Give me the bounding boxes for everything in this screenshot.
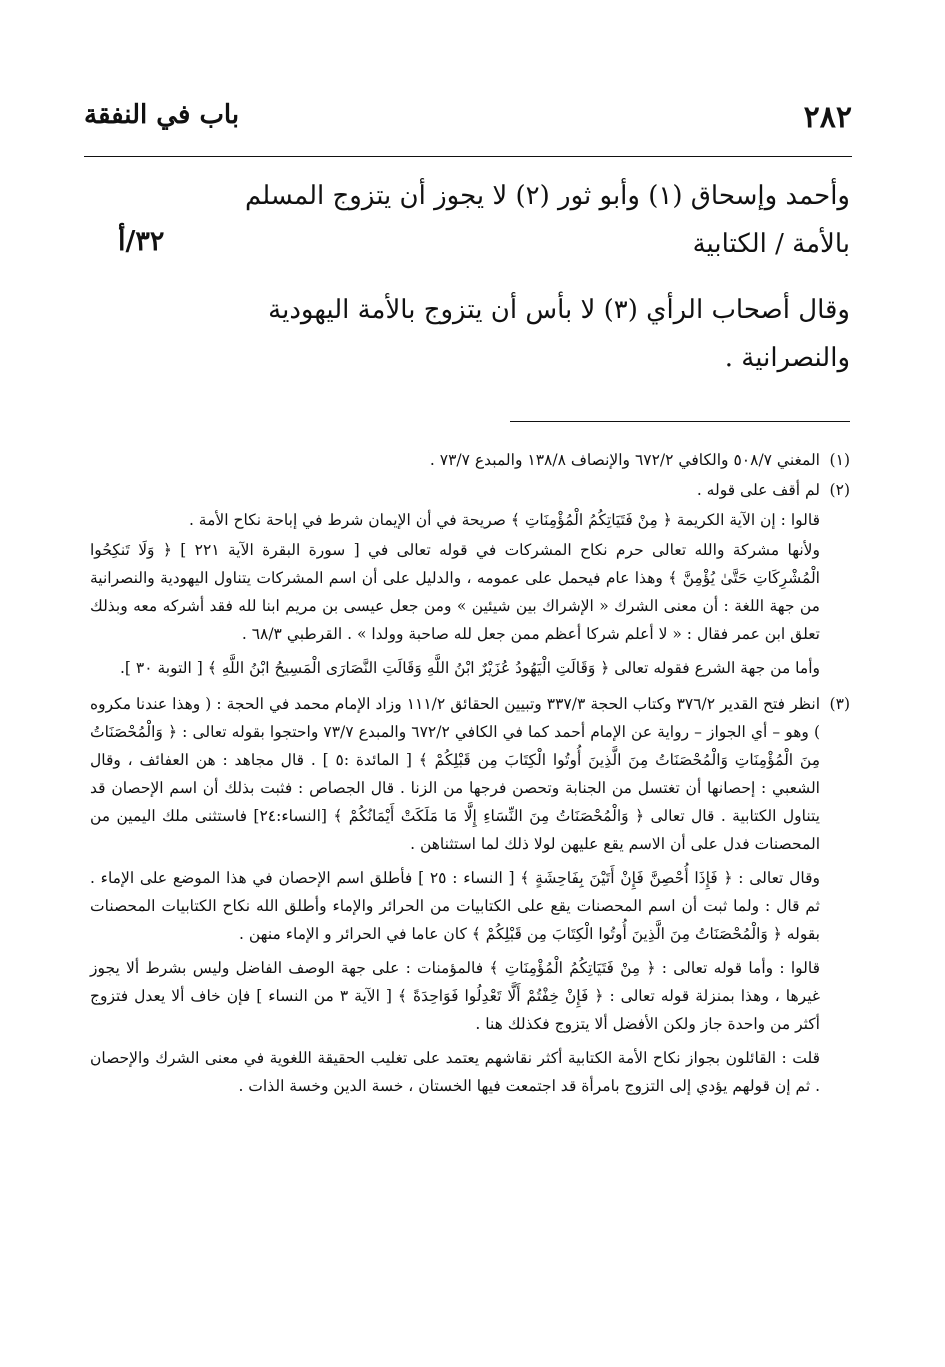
footnote-divider bbox=[510, 421, 850, 422]
main-line: وقال أصحاب الرأي (٣) لا بأس أن يتزوج بالأمة اليهودية bbox=[268, 295, 850, 325]
footnote-text: انظر فتح القدير ٣٧٦/٢ وكتاب الحجة ٣٣٧/٣ وتبيين الحقائق ١١١/٢ وزاد الإمام محمد في الحجة : ( وهذا عندنا مكروه ) وهو – أي الجواز – رواية عن الإمام أحمد كما في الكافي ٦٧٢/٢ والمبدع ٧٣/٧ واحتجوا بقوله تعالى : ﴿ وَالْمُحْصَنَاتُ مِنَ الْمُؤْمِنَاتِ وَالْمُحْصَنَاتُ مِنَ الَّذِينَ أُوتُوا الْكِتَابَ مِن قَبْلِكُمْ ﴾ [ المائدة :٥ ] . قال مجاهد : هن العفائف ، وقال الشعبي : إحصانها أن تغتسل من الجنابة وتحصن فرجها من الزنا . قال الجصاص : فثبت بذلك أن اسم الإحصان قد يتناول الكتابية . قال تعالى ﴿ وَالْمُحْصَنَاتُ مِنَ النِّسَاءِ إِلَّا مَا مَلَكَتْ أَيْمَانُكُمْ ﴾ [النساء:٢٤] فاستثنى ملك اليمين من المحصنات فدل على أن الاسم يقع عليهن لولا ذلك لما استثناهن . bbox=[90, 695, 821, 853]
main-text bbox=[240, 172, 850, 382]
manuscript-folio-marker: ٣٢/أ bbox=[118, 226, 165, 257]
footnote-paragraph: وقال تعالى : ﴿ فَإِذَا أُحْصِنَّ فَإِنْ أَتَيْنَ بِفَاحِشَةٍ ﴾ [ النساء : ٢٥ ] فأطلق اسم الإحصان في هذا الموضع على الإماء . ثم قال : ولما ثبت أن اسم المحصنات يقع على الكتابيات من الحرائر والإماء وأطلق الله نكاح الكتابيات المحصنات بقوله ﴿ وَالْمُحْصَنَاتُ مِنَ الَّذِينَ أُوتُوا الْكِتَابَ مِن قَبْلِكُمْ ﴾ كان عاما في الحرائر و الإماء منهن . bbox=[90, 869, 820, 943]
chapter-title: باب في النفقة bbox=[84, 100, 240, 130]
main-line: بالأمة / الكتابية bbox=[692, 229, 850, 259]
main-line: وأحمد وإسحاق (١) وأبو ثور (٢) لا يجوز أن يتزوج المسلم bbox=[244, 181, 850, 211]
footnote-number: (٣) bbox=[829, 695, 850, 713]
header-divider bbox=[84, 156, 852, 157]
main-paragraph-1 bbox=[240, 172, 850, 268]
footnotes bbox=[90, 446, 850, 1100]
page-number: ٢٨٢ bbox=[803, 100, 852, 135]
footnote-text: المغني ٥٠٨/٧ والكافي ٦٧٢/٢ والإنصاف ١٣٨/٨ والمبدع ٧٣/٧ . bbox=[429, 451, 820, 469]
footnote-number: (٢) bbox=[829, 481, 850, 499]
footnote-text: لم أقف على قوله . bbox=[696, 481, 820, 499]
running-header bbox=[84, 100, 852, 146]
footnote-2 bbox=[90, 476, 850, 682]
footnote-paragraph: قلت : القائلون بجواز نكاح الأمة الكتابية أكثر نقاشهم يعتمد على تغليب الحقيقة اللغوية في معنى الشرك والإحصان . ثم إن قولهم يؤدي إلى التزوج بامرأة قد اجتمعت فيها الخستان ، خسة الدين وخسة الذات . bbox=[90, 1049, 820, 1095]
footnote-number: (١) bbox=[829, 451, 850, 469]
footnote-paragraph: ولأنها مشركة والله تعالى حرم نكاح المشركات في قوله تعالى في [ سورة البقرة الآية ٢٢١ ] ﴿ وَلَا تَنكِحُوا الْمُشْرِكَاتِ حَتَّىٰ يُؤْمِنَّ ﴾ وهذا عام فيحمل على عمومه ، والدليل على أن اسم المشركات يتناول اليهودية والنصرانية من جهة اللغة : أن معنى الشرك « الإشراك بين شيئين » ومن جعل عيسى بن مريم ابنا لله فقد أشركه معه وبذلك تعلق ابن عمر فقال : « لا أعلم شركا أعظم ممن جعل لله صاحبة وولدا » . القرطبي ٦٨/٣ . bbox=[90, 541, 820, 643]
footnote-paragraph: وأما من جهة الشرع فقوله تعالى ﴿ وَقَالَتِ الْيَهُودُ عُزَيْرٌ ابْنُ اللَّهِ وَقَالَتِ النَّصَارَى الْمَسِيحُ ابْنُ اللَّهِ ﴾ [ التوبة ٣٠ ]. bbox=[119, 659, 820, 677]
footnote-paragraph: قالوا : إن الآية الكريمة ﴿ مِنْ فَتَيَاتِكُمُ الْمُؤْمِنَاتِ ﴾ صريحة في أن الإيمان شرط في إباحة نكاح الأمة . bbox=[188, 511, 820, 529]
footnote-3 bbox=[90, 690, 850, 1100]
footnote-1 bbox=[90, 446, 850, 474]
main-paragraph-2 bbox=[240, 286, 850, 382]
main-line: والنصرانية . bbox=[724, 343, 850, 373]
footnote-paragraph: قالوا : وأما قوله تعالى : ﴿ مِنْ فَتَيَاتِكُمُ الْمُؤْمِنَاتِ ﴾ فالمؤمنات : على جهة الوصف الفاضل وليس بشرط ألا يجوز غيرها ، وهذا بمنزلة قوله تعالى : ﴿ فَإِنْ خِفْتُمْ أَلَّا تَعْدِلُوا فَوَاحِدَةً ﴾ [ الآية ٣ من النساء ] فإن خاف ألا يعدل فتزوج أكثر من واحدة جاز ولكن الأفضل ألا يتزوج فكذلك هنا . bbox=[90, 959, 820, 1033]
